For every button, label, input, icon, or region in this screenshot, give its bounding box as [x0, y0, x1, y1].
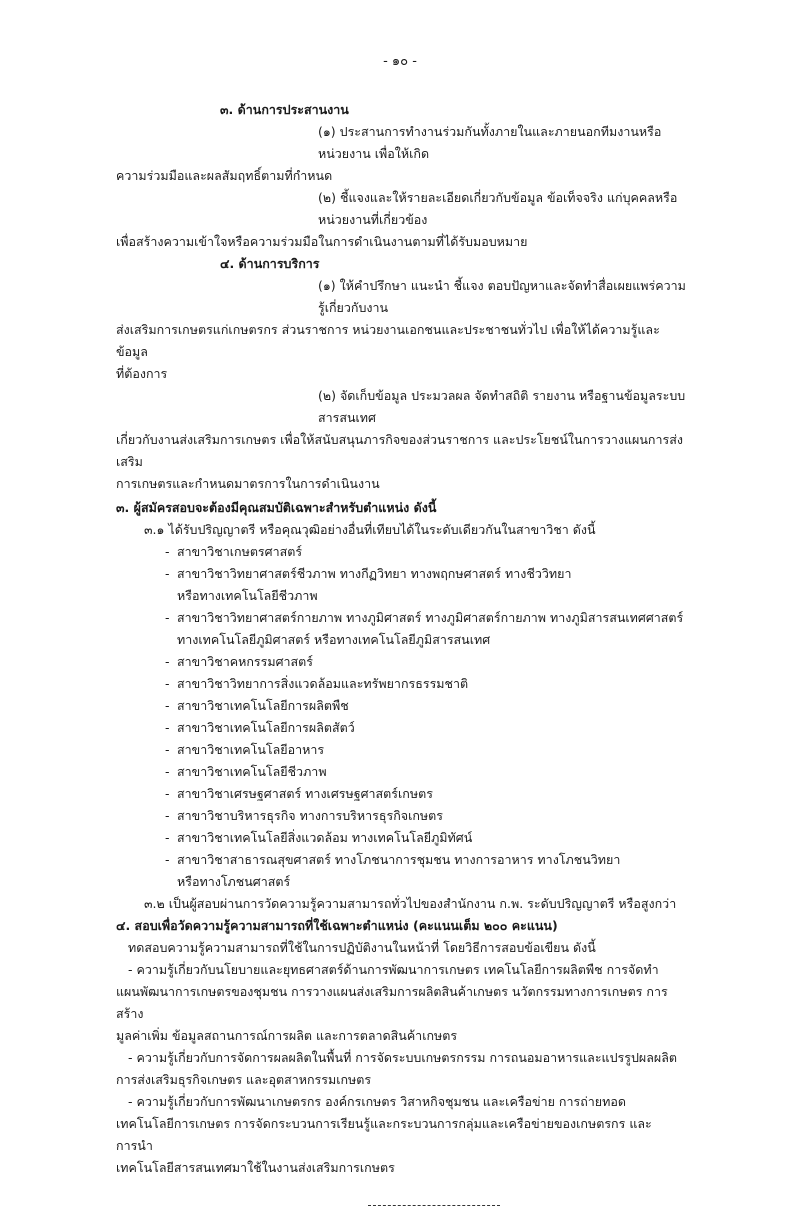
bullet-dash — [165, 871, 177, 893]
field-item-text: สาขาวิชาเทคโนโลยีการผลิตสัตว์ — [177, 720, 355, 735]
field-item — [116, 607, 686, 629]
bullet-dash — [165, 629, 177, 651]
field-item-text: สาขาวิชาวิทยาการสิ่งแวดล้อมและทรัพยากรธรรมชาติ — [177, 676, 469, 691]
exam-topic-line: - ความรู้เกี่ยวกับการจัดการผลผลิตในพื้นที่ การจัดระบบเกษตรกรรม การถนอมอาหารและแปรรูปผลผลิต — [128, 1050, 677, 1065]
exam-intro: ทดสอบความรู้ความสามารถที่ใช้ในการปฏิบัติงานในหน้าที่ โดยวิธีการสอบข้อเขียน ดังนี้ — [128, 940, 596, 955]
field-item-text: สาขาวิชาคหกรรมศาสตร์ — [177, 654, 313, 669]
paragraph-line: ความร่วมมือและผลสัมฤทธิ์ตามที่กำหนด — [116, 168, 333, 183]
qualification-3-2: ๓.๒ เป็นผู้สอบผ่านการวัดความรู้ความสามารถทั่วไปของสำนักงาน ก.พ. ระดับปริญญาตรี หรือสูงกว่า — [144, 896, 677, 911]
field-item — [116, 695, 686, 717]
qualifications-heading: ๓. ผู้สมัครสอบจะต้องมีคุณสมบัติเฉพาะสำหรับตำแหน่ง ดังนี้ — [116, 500, 437, 515]
field-item-text: สาขาวิชาเทคโนโลยีสิ่งแวดล้อม ทางเทคโนโลยีภูมิทัศน์ — [177, 830, 473, 845]
bullet-dash: - — [165, 610, 170, 625]
bullet-dash: - — [165, 742, 170, 757]
exam-topic-line: เทคโนโลยีการเกษตร การจัดกระบวนการเรียนรู้และกระบวนการกลุ่มและเครือข่ายของเกษตรกร และการนำ — [116, 1116, 652, 1153]
paragraph-line: ที่ต้องการ — [116, 366, 168, 381]
bullet-dash: - — [165, 808, 170, 823]
field-item-text: หรือทางเทคโนโลยีชีวภาพ — [177, 588, 318, 603]
field-item-text: สาขาวิชาบริหารธุรกิจ ทางการบริหารธุรกิจเกษตร — [177, 808, 443, 823]
field-item — [116, 739, 686, 761]
field-item — [116, 629, 686, 651]
field-item — [116, 673, 686, 695]
field-item-text: สาขาวิชาเทคโนโลยีอาหาร — [177, 742, 325, 757]
field-item — [116, 761, 686, 783]
exam-topic-line: - ความรู้เกี่ยวกับการพัฒนาเกษตรกร องค์กรเกษตร วิสาหกิจชุมชน และเครือข่าย การถ่ายทอด — [128, 1094, 626, 1109]
section-heading-service: ๔. ด้านการบริการ — [220, 256, 320, 271]
field-item — [116, 849, 686, 871]
bullet-dash: - — [165, 698, 170, 713]
field-item-text: สาขาวิชาเทคโนโลยีชีวภาพ — [177, 764, 327, 779]
document-body — [116, 99, 686, 1206]
field-item-text: ทางเทคโนโลยีภูมิศาสตร์ หรือทางเทคโนโลยีภูมิสารสนเทศ — [177, 632, 491, 647]
field-item-text: สาขาวิชาวิทยาศาสตร์กายภาพ ทางภูมิศาสตร์ ทางภูมิศาสตร์กายภาพ ทางภูมิสารสนเทศศาสตร์ — [177, 610, 684, 625]
field-list — [116, 541, 686, 893]
field-item-text: สาขาวิชาวิทยาศาสตร์ชีวภาพ ทางกีฏวิทยา ทางพฤกษศาสตร์ ทางชีววิทยา — [177, 566, 572, 581]
field-item — [116, 827, 686, 849]
field-item — [116, 871, 686, 893]
exam-topic-line: เทคโนโลยีสารสนเทศมาใช้ในงานส่งเสริมการเกษตร — [116, 1160, 395, 1175]
exam-topics — [116, 959, 686, 1179]
section-heading-coordination: ๓. ด้านการประสานงาน — [220, 102, 349, 117]
field-item — [116, 783, 686, 805]
exam-topic-line: การส่งเสริมธุรกิจเกษตร และอุตสาหกรรมเกษตร — [116, 1072, 372, 1087]
bullet-dash: - — [165, 764, 170, 779]
paragraph-line: การเกษตรและกำหนดมาตรการในการดำเนินงาน — [116, 476, 380, 491]
paragraph-line: ส่งเสริมการเกษตรแก่เกษตรกร ส่วนราชการ หน่วยงานเอกชนและประชาชนทั่วไป เพื่อให้ได้ความรู้และข้อมูล — [116, 322, 660, 359]
exam-heading: ๔. สอบเพื่อวัดความรู้ความสามารถที่ใช้เฉพาะตำแหน่ง (คะแนนเต็ม ๒๐๐ คะแนน) — [116, 918, 558, 933]
paragraph-line: (๑) ประสานการทำงานร่วมกันทั้งภายในและภายนอกทีมงานหรือหน่วยงาน เพื่อให้เกิด — [318, 124, 662, 161]
field-item — [116, 717, 686, 739]
qualification-3-1: ๓.๑ ได้รับปริญญาตรี หรือคุณวุฒิอย่างอื่นที่เทียบได้ในระดับเดียวกันในสาขาวิชา ดังนี้ — [144, 522, 596, 537]
bullet-dash: - — [165, 544, 170, 559]
paragraph-line: เพื่อสร้างความเข้าใจหรือความร่วมมือในการดำเนินงานตามที่ได้รับมอบหมาย — [116, 234, 528, 249]
bullet-dash: - — [165, 676, 170, 691]
field-item-text: สาขาวิชาเศรษฐศาสตร์ ทางเศรษฐศาสตร์เกษตร — [177, 786, 433, 801]
bullet-dash: - — [165, 654, 170, 669]
bullet-dash: - — [165, 786, 170, 801]
field-item — [116, 541, 686, 563]
bullet-dash: - — [165, 566, 170, 581]
field-item — [116, 563, 686, 585]
bullet-dash: - — [165, 720, 170, 735]
field-item-text: หรือทางโภชนศาสตร์ — [177, 874, 291, 889]
paragraph-line: (๒) ชี้แจงและให้รายละเอียดเกี่ยวกับข้อมูล ข้อเท็จจริง แก่บุคคลหรือหน่วยงานที่เกี่ยวข้อง — [318, 190, 678, 227]
exam-topic-line: แผนพัฒนาการเกษตรของชุมชน การวางแผนส่งเสริมการผลิตสินค้าเกษตร นวัตกรรมทางการเกษตร การสร้าง — [116, 984, 668, 1021]
field-item — [116, 651, 686, 673]
field-item-text: สาขาวิชาเทคโนโลยีการผลิตพืช — [177, 698, 349, 713]
bullet-dash: - — [165, 830, 170, 845]
exam-topic-line: - ความรู้เกี่ยวกับนโยบายและยุทธศาสตร์ด้านการพัฒนาการเกษตร เทคโนโลยีการผลิตพืช การจัดทำ — [128, 962, 659, 977]
paragraph-line: เกี่ยวกับงานส่งเสริมการเกษตร เพื่อให้สนับสนุนภารกิจของส่วนราชการ และประโยชน์ในการวางแผนการส่งเสริม — [116, 432, 683, 469]
exam-topic-line: มูลค่าเพิ่ม ข้อมูลสถานการณ์การผลิต และการตลาดสินค้าเกษตร — [116, 1028, 458, 1043]
field-item — [116, 805, 686, 827]
paragraph-line: (๒) จัดเก็บข้อมูล ประมวลผล จัดทำสถิติ รายงาน หรือฐานข้อมูลระบบสารสนเทศ — [318, 388, 686, 425]
field-item-text: สาขาวิชาเกษตรศาสตร์ — [177, 544, 303, 559]
bullet-dash: - — [165, 852, 170, 867]
bullet-dash — [165, 585, 177, 607]
field-item-text: สาขาวิชาสาธารณสุขศาสตร์ ทางโภชนาการชุมชน ทางการอาหาร ทางโภชนวิทยา — [177, 852, 621, 867]
paragraph-line: (๑) ให้คำปรึกษา แนะนำ ชี้แจง ตอบปัญหาและจัดทำสื่อเผยแพร่ความรู้เกี่ยวกับงาน — [318, 278, 686, 315]
page-number: - ๑๐ - — [383, 54, 417, 69]
field-item — [116, 585, 686, 607]
